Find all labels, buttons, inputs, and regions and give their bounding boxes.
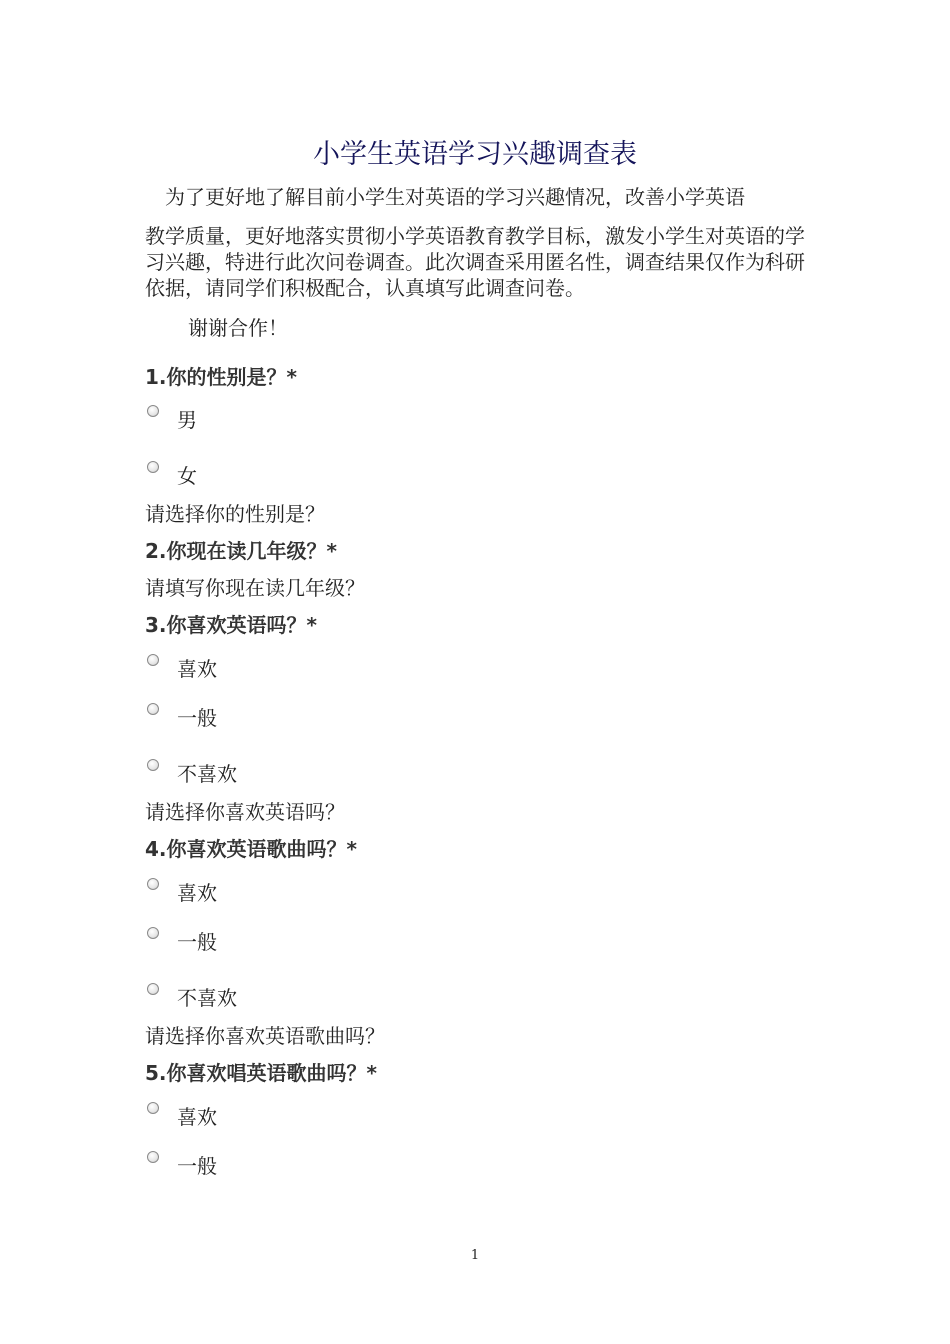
intro-text (145, 184, 815, 301)
radio-icon[interactable] (147, 878, 159, 890)
page-number: 1 (470, 1248, 480, 1263)
option-label: 一般 (177, 930, 217, 954)
radio-icon[interactable] (147, 405, 159, 417)
question-4-hint: 请选择你喜欢英语歌曲吗？ (145, 1024, 385, 1048)
radio-icon[interactable] (147, 1102, 159, 1114)
option-label: 喜欢 (177, 881, 217, 905)
option-label: 一般 (177, 706, 217, 730)
radio-icon[interactable] (147, 759, 159, 771)
question-1-hint: 请选择你的性别是？ (145, 502, 325, 526)
option-label: 不喜欢 (177, 762, 237, 786)
radio-icon[interactable] (147, 927, 159, 939)
radio-icon[interactable] (147, 461, 159, 473)
radio-icon[interactable] (147, 654, 159, 666)
option-label: 一般 (177, 1154, 217, 1178)
intro-paragraph-1: 为了更好地了解目前小学生对英语的学习兴趣情况，改善小学英语 (165, 185, 745, 209)
option-label: 男 (177, 408, 197, 432)
question-5-label: 5.你喜欢唱英语歌曲吗？* (145, 1061, 377, 1085)
question-1-label: 1.你的性别是？* (145, 365, 297, 389)
radio-icon[interactable] (147, 983, 159, 995)
radio-icon[interactable] (147, 1151, 159, 1163)
page-title: 小学生英语学习兴趣调查表 (313, 139, 637, 170)
option-label: 喜欢 (177, 657, 217, 681)
option-label: 不喜欢 (177, 986, 237, 1010)
option-label: 女 (177, 464, 197, 488)
question-4-label: 4.你喜欢英语歌曲吗？* (145, 837, 357, 861)
option-label: 喜欢 (177, 1105, 217, 1129)
question-3-label: 3.你喜欢英语吗？* (145, 613, 317, 637)
question-3-hint: 请选择你喜欢英语吗？ (145, 800, 345, 824)
radio-icon[interactable] (147, 703, 159, 715)
question-2-label: 2.你现在读几年级？* (145, 539, 337, 563)
question-2-hint: 请填写你现在读几年级？ (145, 576, 365, 600)
intro-paragraph-2: 教学质量，更好地落实贯彻小学英语教育教学目标，激发小学生对英语的学习兴趣，特进行此次问卷调查。此次调查采用匿名性，调查结果仅作为科研依据，请同学们积极配合，认真填写此调查问卷。 (145, 224, 805, 300)
thanks-text: 谢谢合作！ (188, 316, 288, 340)
